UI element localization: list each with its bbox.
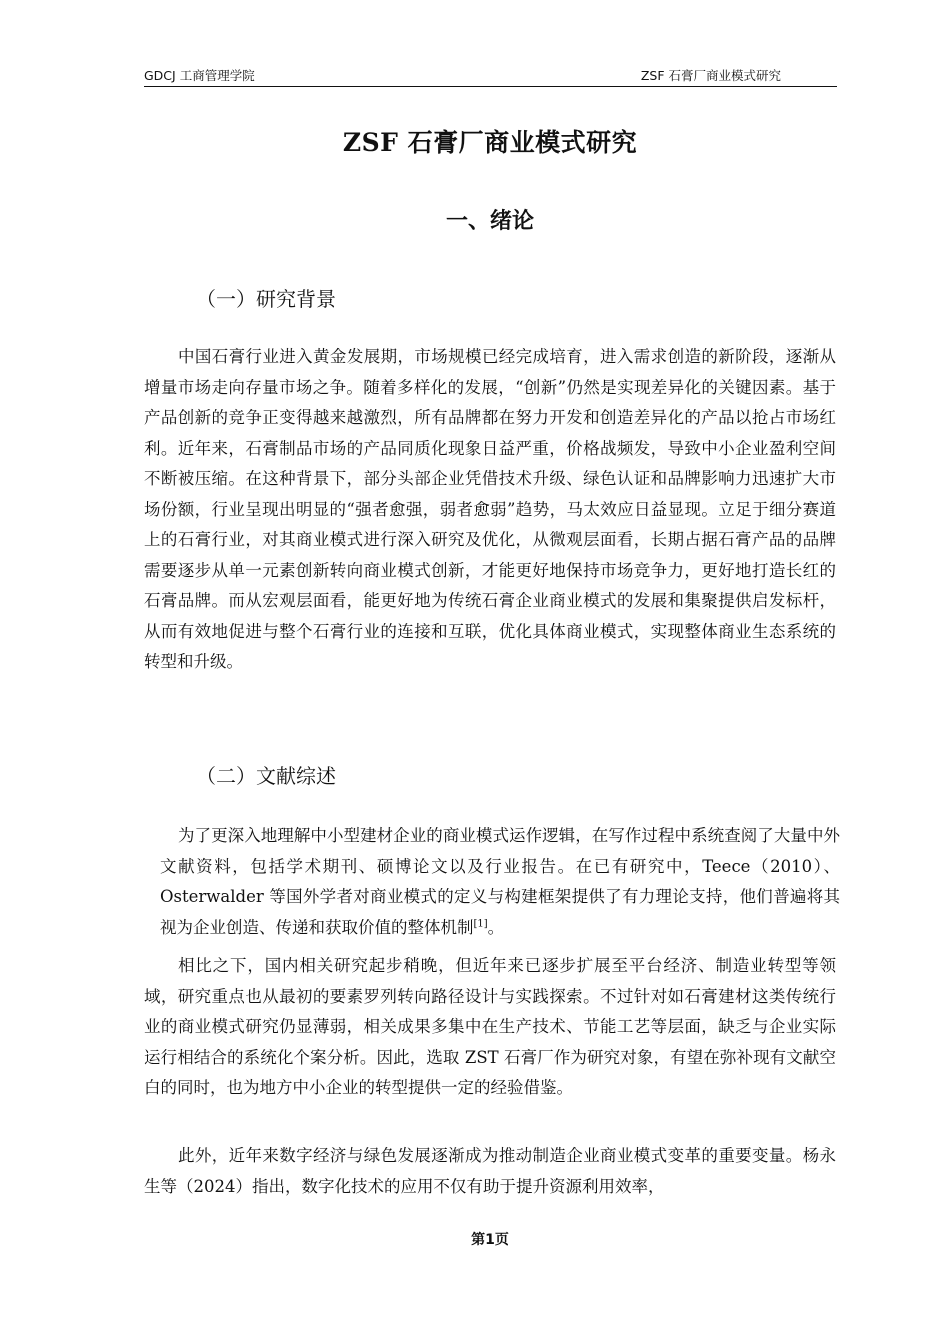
section-title: 一、绪论 bbox=[445, 209, 534, 234]
subsection-review-title: （二）文献综述 bbox=[196, 764, 336, 788]
subsection-background-title: （一）研究背景 bbox=[196, 287, 336, 311]
page-header bbox=[144, 67, 837, 87]
paragraph-background: 中国石膏行业进入黄金发展期，市场规模已经完成培育，进入需求创造的新阶段，逐渐从增量市场走向存量市场之争。随着多样化的发展，“创新”仍然是实现差异化的关键因素。基于产品创新的竞争正变得越来越激烈，所有品牌都在努力开发和创造差异化的产品以抢占市场红利。近年来，石膏制品市场的产品同质化现象日益严重，价格战频发，导致中小企业盈利空间不断被压缩。在这种背景下，部分头部企业凭借技术升级、绿色认证和品牌影响力迅速扩大市场份额，行业呈现出明显的“强者愈强，弱者愈弱”趋势，马太效应日益显现。立足于细分赛道上的石膏行业，对其商业模式进行深入研究及优化，从微观层面看，长期占据石膏产品的品牌需要逐步从单一元素创新转向商业模式创新，才能更好地保持市场竞争力，更好地打造长红的石膏品牌。而从宏观层面看，能更好地为传统石膏企业商业模式的发展和集聚提供启发标杆，从而有效地促进与整个石膏行业的连接和互联，优化具体商业模式，实现整体商业生态系统的转型和升级。 bbox=[144, 347, 836, 671]
page-number: 第1页 bbox=[471, 1232, 509, 1248]
paragraph-review-1-end: 。 bbox=[487, 917, 505, 937]
header-right-text: ZSF 石膏厂商业模式研究 bbox=[640, 68, 781, 83]
header-left-text: GDCJ 工商管理学院 bbox=[144, 68, 255, 83]
paragraph-review-1-text: 为了更深入地理解中小型建材企业的商业模式运作逻辑，在写作过程中系统查阅了大量中外文献资料，包括学术期刊、硕博论文以及行业报告。在已有研究中，Teece（2010）、Osterwalder 等国外学者对商业模式的定义与构建框架提供了有力理论支持，他们普遍将其视为企业创造、传递和获取价值的整体机制 bbox=[160, 826, 840, 937]
paragraph-review-3: 此外，近年来数字经济与绿色发展逐渐成为推动制造企业商业模式变革的重要变量。杨永生等（2024）指出，数字化技术的应用不仅有助于提升资源利用效率， bbox=[144, 1146, 836, 1196]
citation-marker[interactable]: [1] bbox=[473, 918, 488, 929]
paragraph-review-2: 相比之下，国内相关研究起步稍晚，但近年来已逐步扩展至平台经济、制造业转型等领域，研究重点也从最初的要素罗列转向路径设计与实践探索。不过针对如石膏建材这类传统行业的商业模式研究仍显薄弱，相关成果多集中在生产技术、节能工艺等层面，缺乏与企业实际运行相结合的系统化个案分析。因此，选取 ZST 石膏厂作为研究对象，有望在弥补现有文献空白的同时，也为地方中小企业的转型提供一定的经验借鉴。 bbox=[144, 956, 836, 1097]
paragraph-review-1 bbox=[160, 821, 840, 943]
document-title: ZSF 石膏厂商业模式研究 bbox=[342, 128, 638, 157]
